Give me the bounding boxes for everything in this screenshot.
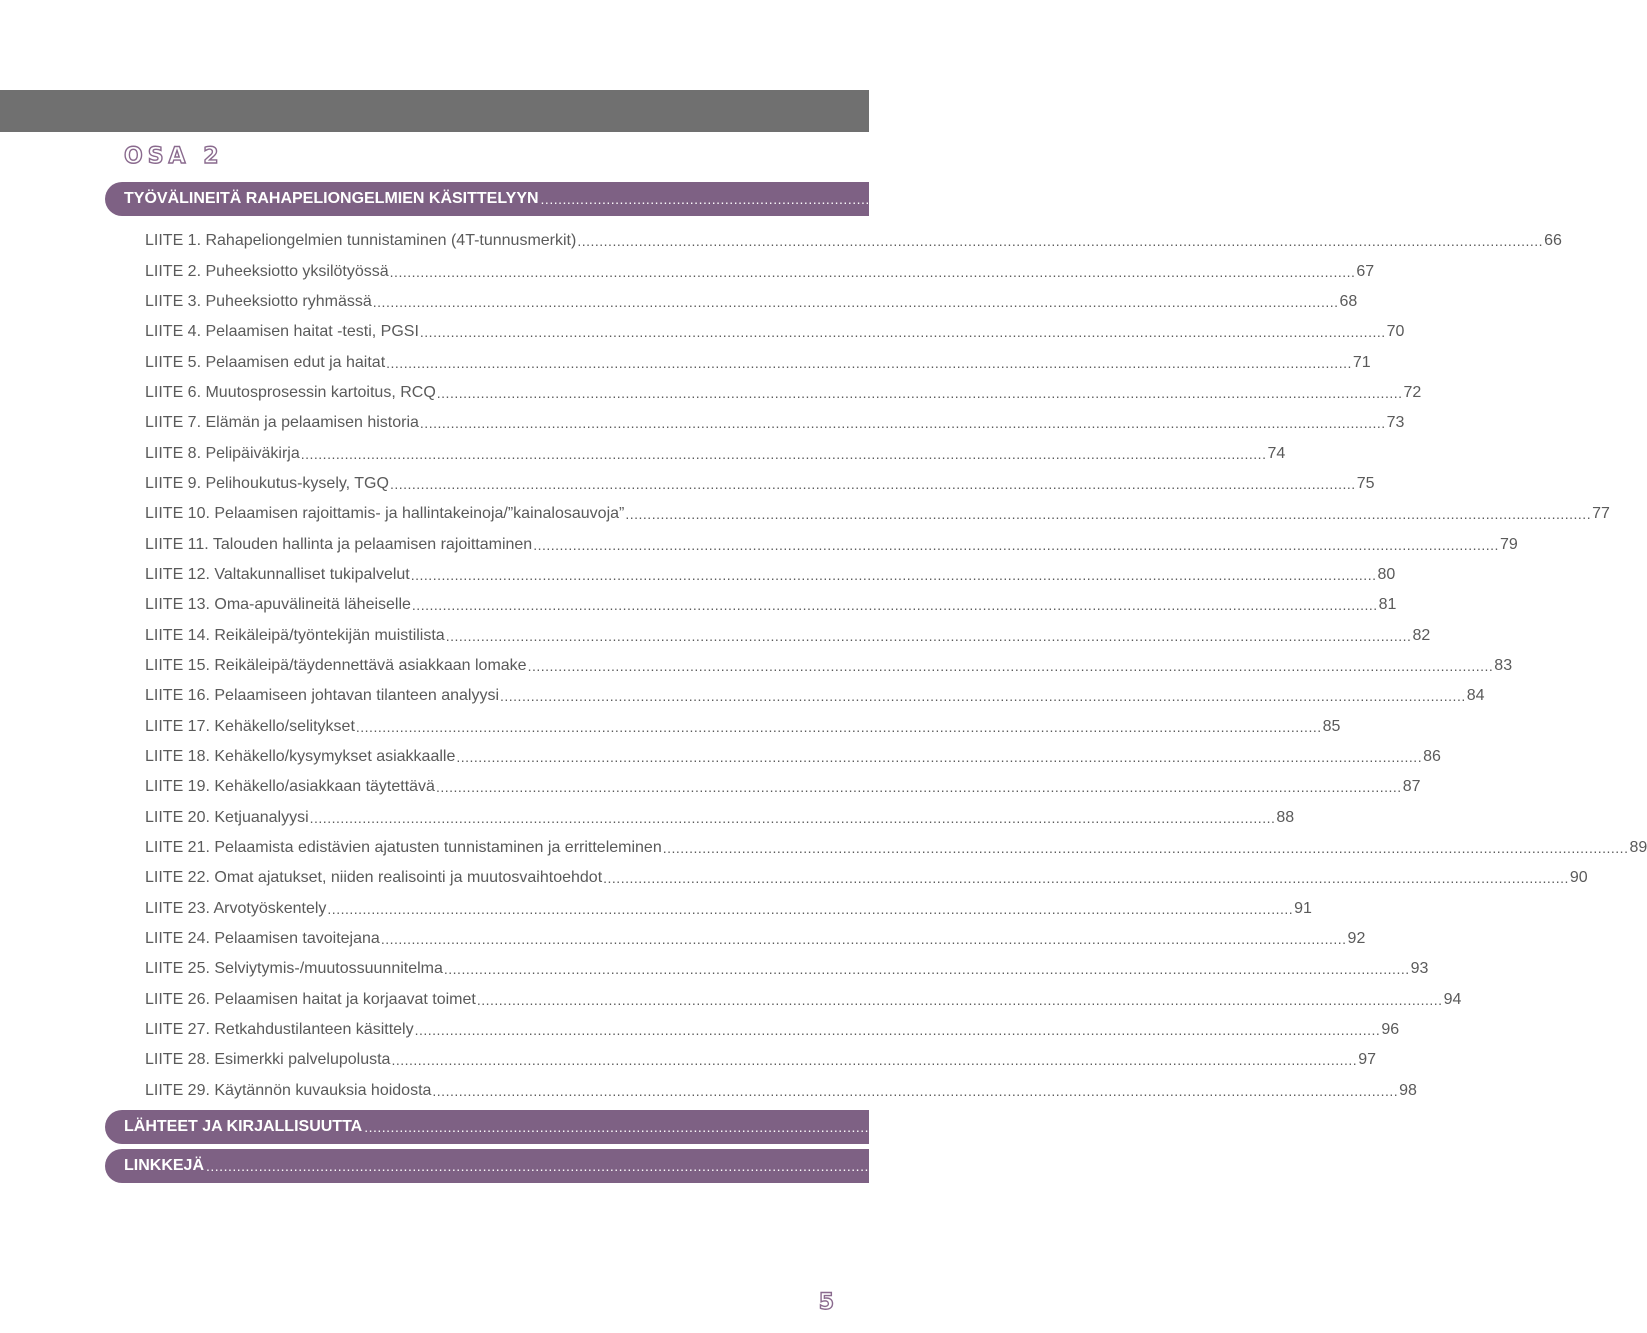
- toc-entry-page: 93: [1410, 960, 1429, 978]
- toc-entry[interactable]: [145, 287, 1358, 317]
- dot-leader: ............................................................................................................................................................................................................................: [411, 597, 1378, 614]
- toc-entry-page: 85: [1322, 717, 1341, 735]
- toc-entry[interactable]: [145, 317, 1405, 347]
- toc-entry-page: 87: [1402, 778, 1421, 796]
- dot-leader: ............................................................................................................................................................................................................................: [389, 263, 1356, 280]
- toc-entry-title: LIITE 2. Puheeksiotto yksilötyössä: [145, 262, 389, 280]
- toc-entry-title: LIITE 24. Pelaamisen tavoitejana: [145, 930, 380, 948]
- section-heading: OSA 2: [124, 144, 224, 169]
- dot-leader: ............................................................................................................................................................................................................................: [391, 1052, 1358, 1069]
- dot-leader: ............................................................................................................................................................................................................................: [419, 324, 1386, 341]
- page-number: 5: [818, 1290, 834, 1315]
- toc-entry-page: 94: [1443, 990, 1462, 1008]
- section-title: LINKKEJÄ: [124, 1157, 205, 1174]
- toc-entry-page: 86: [1423, 748, 1441, 766]
- dot-leader: ............................................................................................................................................................................................................................: [372, 293, 1339, 310]
- toc-entry[interactable]: [145, 1076, 1417, 1106]
- toc-entry-page: 83: [1494, 656, 1513, 674]
- dot-leader: ............................................................................................................................................................................................................................: [577, 233, 1544, 250]
- dot-leader: ............................................................................................................................................................................................................................: [436, 384, 1403, 401]
- toc-entry-page: 70: [1386, 323, 1405, 341]
- toc-entry-title: LIITE 14. Reikäleipä/työntekijän muistilista: [145, 626, 445, 644]
- toc-entry[interactable]: [145, 651, 1513, 681]
- toc-entry-page: 68: [1339, 292, 1358, 310]
- toc-entry[interactable]: [145, 590, 1397, 620]
- section-title: TYÖVÄLINEITÄ RAHAPELIONGELMIEN KÄSITTELYYN: [124, 190, 539, 207]
- toc-entry[interactable]: [145, 772, 1421, 802]
- toc-entry[interactable]: [145, 256, 1375, 286]
- toc-entry-title: LIITE 19. Kehäkello/asiakkaan täytettävä: [145, 778, 435, 796]
- toc-entry-title: LIITE 11. Talouden hallinta ja pelaamisen rajoittaminen: [145, 535, 533, 553]
- dot-leader: ............................................................................................................................................................................................................................: [443, 961, 1410, 978]
- toc-entry-page: 67: [1356, 262, 1375, 280]
- toc-entry-page: 84: [1466, 687, 1485, 705]
- toc-entry[interactable]: [145, 408, 1405, 438]
- dot-leader: ............................................................................................................................................................................................................................: [327, 900, 1294, 917]
- toc-entry[interactable]: [145, 681, 1485, 711]
- dot-leader: ............................................................................................................................................................................................................................: [386, 354, 1352, 371]
- toc-entry-title: LIITE 10. Pelaamisen rajoittamis- ja hallintakeinoja/”kainalosauvoja”: [145, 505, 625, 523]
- toc-entry-title: LIITE 5. Pelaamisen edut ja haitat: [145, 353, 386, 371]
- toc-section-linkkeja[interactable]: [105, 1149, 990, 1183]
- toc-entry-title: LIITE 7. Elämän ja pelaamisen historia: [145, 414, 419, 432]
- toc-entry[interactable]: [145, 924, 1366, 954]
- toc-entry-title: LIITE 13. Oma-apuvälineitä läheiselle: [145, 596, 411, 614]
- toc-entry[interactable]: [145, 985, 1462, 1015]
- toc-entry-page: 77: [1592, 505, 1610, 523]
- dot-leader: ............................................................................................................................................................................................................................: [662, 840, 1629, 857]
- toc-entry[interactable]: [145, 499, 1610, 529]
- dot-leader: ............................................................................................................................................................................................................................: [300, 445, 1267, 462]
- dot-leader: ............................................................................................................................................................................................................................: [603, 870, 1569, 887]
- toc-entry-title: LIITE 12. Valtakunnalliset tukipalvelut: [145, 565, 410, 583]
- toc-entry-title: LIITE 21. Pelaamista edistävien ajatusten tunnistaminen ja erritteleminen: [145, 839, 662, 857]
- toc-entry-title: LIITE 29. Käytännön kuvauksia hoidosta: [145, 1081, 432, 1099]
- toc-entry[interactable]: [145, 803, 1295, 833]
- dot-leader: ............................................................................................................................................................................................................................: [476, 991, 1443, 1008]
- toc-entry-title: LIITE 9. Pelihoukutus-kysely, TGQ: [145, 474, 389, 492]
- dot-leader: ............................................................................................................................................................................................................................: [355, 718, 1322, 735]
- toc-entry-page: 73: [1386, 414, 1405, 432]
- dot-leader: ............................................................................................................................................................................................................................: [414, 1022, 1381, 1039]
- toc-entry-title: LIITE 6. Muutosprosessin kartoitus, RCQ: [145, 383, 436, 401]
- toc-entry[interactable]: [145, 863, 1588, 893]
- toc-entry-page: 74: [1267, 444, 1286, 462]
- toc-entry-page: 88: [1276, 808, 1295, 826]
- toc-entry-page: 97: [1358, 1051, 1376, 1069]
- toc-entry-page: 75: [1356, 474, 1375, 492]
- toc-entry-page: 80: [1377, 565, 1396, 583]
- toc-entry-title: LIITE 26. Pelaamisen haitat ja korjaavat toimet: [145, 990, 476, 1008]
- toc-entry-title: LIITE 17. Kehäkello/selitykset: [145, 717, 355, 735]
- toc-entry[interactable]: [145, 620, 1431, 650]
- section-title: LÄHTEET JA KIRJALLISUUTTA: [124, 1118, 363, 1135]
- toc-entry-title: LIITE 20. Ketjuanalyysi: [145, 808, 309, 826]
- toc-entry-title: LIITE 28. Esimerkki palvelupolusta: [145, 1051, 391, 1069]
- dot-leader: ............................................................................................................................................................................................................................: [625, 506, 1592, 523]
- toc-list: [145, 226, 1647, 1106]
- toc-entry[interactable]: [145, 894, 1312, 924]
- toc-entry-page: 89: [1629, 839, 1647, 857]
- toc-entry-page: 92: [1347, 930, 1366, 948]
- dot-leader: ............................................................................................................................................................................................................................: [380, 931, 1347, 948]
- toc-entry[interactable]: [145, 378, 1422, 408]
- toc-entry-title: LIITE 22. Omat ajatukset, niiden realisointi ja muutosvaihtoehdot: [145, 869, 603, 887]
- toc-entry[interactable]: [145, 712, 1341, 742]
- section-page: 65: [1297, 190, 1316, 207]
- dot-leader: ............................................................................................................................................................................................................................: [533, 536, 1499, 553]
- dot-leader: ............................................................................................................................................................................................................................: [435, 779, 1402, 796]
- toc-entry[interactable]: [145, 226, 1562, 256]
- toc-entry-title: LIITE 16. Pelaamiseen johtavan tilanteen analyysi: [145, 687, 499, 705]
- dot-leader: ............................................................................................................................................................................................................................: [456, 749, 1423, 766]
- top-band: [0, 90, 869, 132]
- toc-entry[interactable]: [145, 742, 1441, 772]
- dot-leader: ............................................................................................................................................................................................................................: [389, 475, 1356, 492]
- toc-entry-page: 79: [1499, 535, 1518, 553]
- dot-leader: ............................................................................................................................................................................................................................: [309, 809, 1276, 826]
- toc-entry-page: 71: [1352, 353, 1371, 371]
- toc-entry[interactable]: [145, 1015, 1400, 1045]
- toc-entry[interactable]: [145, 954, 1429, 984]
- toc-entry-title: LIITE 25. Selviytymis-/muutossuunnitelma: [145, 960, 443, 978]
- dot-leader: ............................................................................................................................................................................................................................: [432, 1082, 1399, 1099]
- dot-leader: ............................................................................................................................................................................................................................: [445, 627, 1412, 644]
- toc-entry-title: LIITE 1. Rahapeliongelmien tunnistaminen (4T-tunnusmerkit): [145, 232, 577, 250]
- toc-entry[interactable]: [145, 529, 1518, 559]
- toc-entry[interactable]: [145, 560, 1396, 590]
- toc-entry-page: 81: [1378, 596, 1397, 614]
- toc-entry-page: 91: [1294, 899, 1312, 917]
- section-page: 101: [1121, 1118, 1148, 1135]
- toc-entry[interactable]: [145, 438, 1286, 468]
- section-page: 103: [963, 1157, 990, 1174]
- dot-leader: ............................................................................................................................................................................................................................: [500, 688, 1466, 705]
- toc-entry-title: LIITE 23. Arvotyöskentely: [145, 899, 327, 917]
- dot-leader: ............................................................................................................................................................................: [540, 191, 1296, 207]
- toc-entry-page: 90: [1569, 869, 1588, 887]
- toc-entry-title: LIITE 8. Pelipäiväkirja: [145, 444, 300, 462]
- toc-entry[interactable]: [145, 833, 1647, 863]
- toc-section-tyovalineita[interactable]: [105, 182, 1316, 216]
- toc-entry-page: 72: [1403, 383, 1422, 401]
- toc-entry-title: LIITE 4. Pelaamisen haitat -testi, PGSI: [145, 323, 419, 341]
- toc-entry-page: 66: [1544, 232, 1562, 250]
- toc-entry-title: LIITE 3. Puheeksiotto ryhmässä: [145, 292, 372, 310]
- dot-leader: ............................................................................................................................................................................................................................: [410, 566, 1377, 583]
- toc-entry-title: LIITE 15. Reikäleipä/täydennettävä asiakkaan lomake: [145, 656, 527, 674]
- toc-section-lahteet[interactable]: [105, 1110, 1148, 1144]
- toc-entry-title: LIITE 27. Retkahdustilanteen käsittely: [145, 1021, 414, 1039]
- toc-entry[interactable]: [145, 1045, 1376, 1075]
- dot-leader: ............................................................................................................................................................................................................................: [527, 657, 1494, 674]
- toc-entry[interactable]: [145, 469, 1375, 499]
- toc-entry-page: 98: [1399, 1081, 1417, 1099]
- toc-entry[interactable]: [145, 347, 1371, 377]
- dot-leader: ............................................................................................................................................................................: [364, 1119, 1120, 1135]
- toc-entry-page: 82: [1412, 626, 1431, 644]
- dot-leader: ............................................................................................................................................................................................................................: [419, 415, 1386, 432]
- dot-leader: ............................................................................................................................................................................: [206, 1158, 962, 1174]
- toc-entry-page: 96: [1381, 1021, 1400, 1039]
- toc-entry-title: LIITE 18. Kehäkello/kysymykset asiakkaalle: [145, 748, 456, 766]
